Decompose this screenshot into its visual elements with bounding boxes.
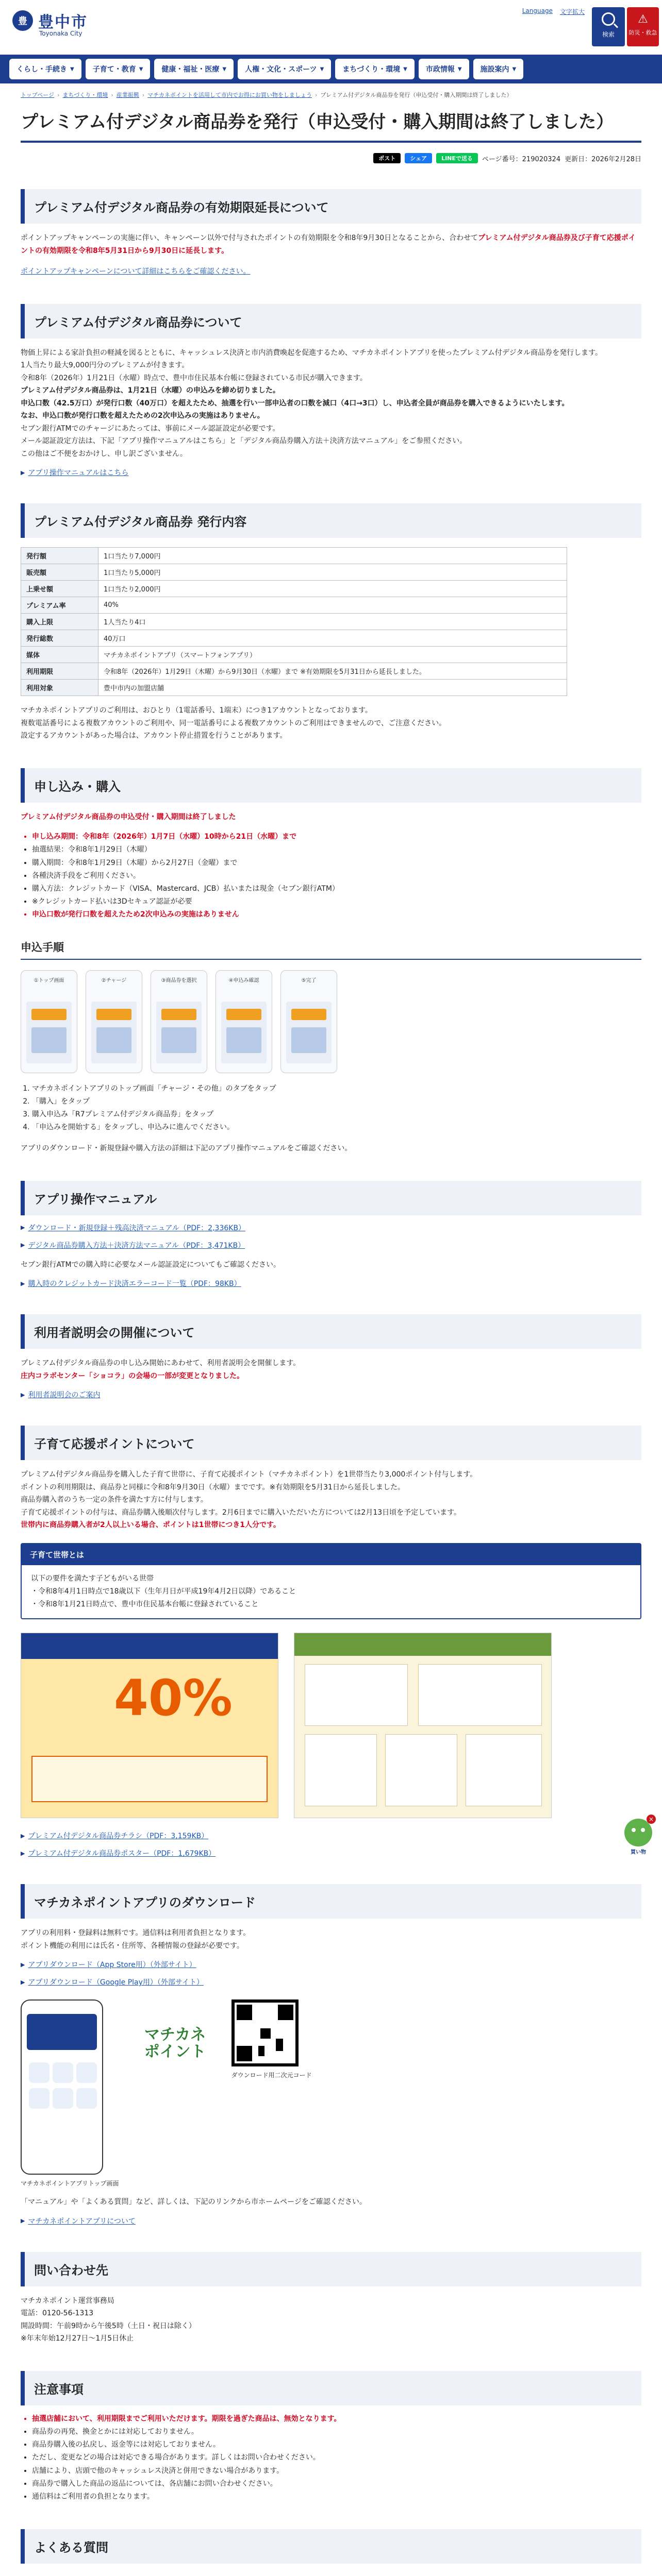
spec-key: 媒体 xyxy=(21,647,98,663)
spec-key: 発行額 xyxy=(21,548,98,564)
paragraph xyxy=(21,704,641,742)
pdf-link[interactable]: プレミアム付デジタル商品券チラシ（PDF：3,159KB） xyxy=(28,1832,209,1841)
step-screenshot xyxy=(216,970,272,1073)
gnav-label: 施設案内 xyxy=(480,65,509,74)
link-row xyxy=(21,1831,641,1841)
updated-date: 更新日：2026年2月28日 xyxy=(565,155,641,163)
disaster-button[interactable] xyxy=(627,7,659,46)
list-item: • ※クレジットカード払いは3Dセキュア認証が必要 xyxy=(32,895,641,908)
spec-row xyxy=(21,680,567,696)
gnav-label: 子育て・教育 xyxy=(92,65,136,74)
list-item: • 各種決済手段をご利用ください。 xyxy=(32,870,641,883)
text: 令和8年4月1日時点で18歳以下（生年月日が平成19年4月2日以降）であること xyxy=(38,1587,296,1596)
page-meta xyxy=(21,153,641,163)
spec-row xyxy=(21,614,567,630)
breadcrumb-separator: › xyxy=(111,92,113,98)
manual-link[interactable]: アプリ操作マニュアルはこちら xyxy=(28,469,129,478)
section-heading: よくある質問 xyxy=(21,2529,641,2564)
spec-row xyxy=(21,564,567,581)
list-item: • ただし、変更などの場合は対応できる場合があります。詳しくはお問い合わせください。 xyxy=(32,2451,641,2464)
step-caption: ②チャージ xyxy=(101,977,127,984)
text: 1人当たり最大9,000円分のプレミアムが付きます。 xyxy=(21,361,189,370)
pdf-link[interactable]: 購入時のクレジットカード決済エラーコード一覧（PDF：98KB） xyxy=(28,1280,241,1289)
flyer-band xyxy=(21,1633,278,1659)
text: 申込口数（42.5万口）が発行口数（40万口）を超えたため、抽選を行い一部申込者の口数を減口（4口→3口）し、申込者全員が商品券を購入できるようにいたします。 xyxy=(21,399,569,408)
poster-block xyxy=(466,1734,542,1806)
close-icon[interactable]: × xyxy=(647,1815,656,1824)
spec-row xyxy=(21,581,567,597)
list-item: • 抽選結果：令和8年1月29日（木曜） xyxy=(32,843,641,856)
paragraph: セブン銀行ATMでの購入時に必要なメール認証設定についてもご確認ください。 xyxy=(21,1260,280,1269)
list-item: • 店舗により、店頭で他のキャッシュレス決済と併用できない場合があります。 xyxy=(32,2465,641,2478)
step-images xyxy=(21,970,641,1073)
spec-value: 1口当たり2,000円 xyxy=(98,581,567,597)
step-screenshot xyxy=(21,970,77,1073)
red-text: 庄内コラボセンター「ショコラ」の会場の一部が変更となりました。 xyxy=(21,1371,244,1380)
step-screenshot xyxy=(280,970,337,1073)
spec-key: 上乗せ額 xyxy=(21,581,98,597)
chevron-down-icon: ▼ xyxy=(403,66,407,72)
list-item: • 申し込み期間：令和8年（2026年）1月7日（水曜）10時から21日（水曜）まで xyxy=(32,831,641,843)
app-screenshot xyxy=(21,1999,103,2175)
step-caption: ①トップ画面 xyxy=(34,977,64,984)
x-share-button[interactable]: ポスト xyxy=(373,153,401,163)
spec-row xyxy=(21,630,567,647)
text: ポイントの利用期限は、商品券と同様に令和8年9月30日（水曜）までです。※有効期限を5月31日から延長しました。 xyxy=(21,1483,405,1492)
chevron-down-icon: ▼ xyxy=(320,66,324,72)
spec-row xyxy=(21,597,567,614)
paragraph xyxy=(21,232,641,257)
red-text: プレミアム付デジタル商品券及び子育て応援ポイントの有効期限を令和8年5月31日から9月30日に延長します。 xyxy=(21,234,636,255)
app-name: ポイント xyxy=(144,2043,206,2061)
poster-band xyxy=(294,1633,551,1656)
text: ※年末年始12月27日～1月5日休止 xyxy=(21,2334,134,2343)
section-heading: 利用者説明会の開催について xyxy=(21,1314,641,1349)
step-item: 3. 購入申込み「R7プレミアム付デジタル商品券」をタップ xyxy=(32,1108,641,1121)
app-tile xyxy=(53,2088,73,2109)
phone-screen xyxy=(221,1002,267,1063)
breadcrumb-separator: › xyxy=(57,92,60,98)
flyer-box xyxy=(31,1756,268,1802)
paragraph xyxy=(21,1468,641,1532)
info-box xyxy=(21,1543,641,1620)
page-title: プレミアム付デジタル商品券を発行（申込受付・購入期間は終了しました） xyxy=(21,110,641,143)
city-name-en: Toyonaka City xyxy=(39,30,82,37)
breadcrumb-separator: › xyxy=(142,92,145,98)
line-share-button[interactable]: LINEで送る xyxy=(436,153,478,163)
section-heading: プレミアム付デジタル商品券について xyxy=(21,304,641,338)
section-heading: 問い合わせ先 xyxy=(21,2252,641,2286)
spec-row xyxy=(21,647,567,663)
header-utility xyxy=(522,7,585,16)
mascot-icon xyxy=(624,1819,652,1846)
paragraph: 「マニュアル」や「よくある質問」など、詳しくは、下記のリンクから市ホームページをご確認ください。 xyxy=(21,2198,367,2207)
text: 複数電話番号による複数アカウントのご利用や、同一電話番号による複数アカウントのご利用はできませんので、ご注意ください。 xyxy=(21,719,446,727)
spec-value: 豊中市内の加盟店舗 xyxy=(98,680,567,696)
text: 以下の要件を満たす子どもがいる世帯 xyxy=(31,1574,154,1583)
mascot-label: 買い物 xyxy=(631,1850,646,1855)
text: プレミアム付デジタル商品券の申し込み開始にあわせて、利用者説明会を開催します。 xyxy=(21,1359,301,1368)
spec-key: 購入上限 xyxy=(21,614,98,630)
external-link-icon: ▶ xyxy=(21,1978,25,1986)
text: 令和8年（2026年）1月21日（水曜）時点で、豊中市住民基本台帳に登録されている市民が購入できます。 xyxy=(21,374,367,382)
phone-screen xyxy=(26,1002,72,1063)
list-item: • 通信料はご利用者の負担となります。 xyxy=(32,2490,641,2503)
poster-block xyxy=(305,1664,408,1726)
gnav-item[interactable] xyxy=(238,59,331,79)
text: 物価上昇による家計負担の軽減を図るとともに、キャッシュレス決済と市内消費喚起を促進するため、マチカネポイントアプリを使ったプレミアム付デジタル商品券を発行します。 xyxy=(21,348,602,357)
arrow-right-icon: ▶ xyxy=(21,1391,25,1398)
link-row xyxy=(21,1278,641,1289)
app-logo xyxy=(131,1999,219,2087)
section-heading: アプリ操作マニュアル xyxy=(21,1181,641,1215)
spec-row xyxy=(21,548,567,564)
link-row xyxy=(21,1959,641,1970)
breadcrumb-current: プレミアム付デジタル商品券を発行（申込受付・購入期間は終了しました） xyxy=(320,92,512,98)
arrow-right-icon: ▶ xyxy=(21,2217,25,2225)
app-tile xyxy=(76,2062,97,2083)
flyer-premium-rate: 40% xyxy=(114,1669,233,1727)
poster-block xyxy=(418,1664,542,1726)
text: 商品券購入者のうち一定の条件を満たす方に付与します。 xyxy=(21,1496,208,1504)
gnav-label: 人権・文化・スポーツ xyxy=(245,65,317,74)
list-item: • 申込口数が発行口数を超えたため2次申込みの実施はありません xyxy=(32,908,641,921)
pdf-icon: ▶ xyxy=(21,1224,25,1231)
spec-value: 令和8年（2026年）1月29日（木曜）から9月30日（水曜）まで ※有効期限を5月31日から延長しました。 xyxy=(98,663,567,680)
pdf-icon: ▶ xyxy=(21,1850,25,1857)
phone-screen xyxy=(286,1002,332,1063)
subsection-heading: 申込手順 xyxy=(21,939,641,960)
step-caption: ④申込み確認 xyxy=(228,977,259,984)
text: この他はご不便をおかけし、申し訳ございません。 xyxy=(21,449,187,458)
spec-key: 利用対象 xyxy=(21,680,98,696)
step-screenshot xyxy=(86,970,142,1073)
search-label: 検索 xyxy=(602,31,615,38)
app-tile xyxy=(76,2088,97,2109)
gnav-item[interactable] xyxy=(154,59,234,79)
list-item: • 商品券で購入した商品の返品については、各店舗にお問い合わせください。 xyxy=(32,2478,641,2490)
section-heading: 子育て応援ポイントについて xyxy=(21,1426,641,1460)
floating-mascot-banner[interactable] xyxy=(622,1816,655,1860)
text: 子育て応援ポイントの付与は、商品券購入後順次付与します。2月6日までに購入いただいた方については2月13日頃を予定しています。 xyxy=(21,1508,461,1517)
app-images xyxy=(21,1999,641,2188)
city-name[interactable]: 豊中市 xyxy=(38,13,88,31)
link-row xyxy=(21,1223,641,1233)
spec-table-body xyxy=(21,548,567,696)
chevron-down-icon: ▼ xyxy=(457,66,462,72)
font-size-link[interactable]: 文字拡大 xyxy=(559,8,585,15)
page-id: ページ番号：219020324 xyxy=(482,155,561,163)
gnav-label: 健康・福祉・医療 xyxy=(161,65,220,74)
spec-value: 40万口 xyxy=(98,630,567,647)
pdf-icon: ▶ xyxy=(21,1280,25,1287)
search-button[interactable] xyxy=(592,7,625,46)
red-text: 世帯内に商品券購入者が2人以上いる場合、ポイントは1世帯につき1人分です。 xyxy=(21,1521,280,1530)
spec-value: 1口当たり7,000円 xyxy=(98,548,567,564)
site-header xyxy=(0,0,662,55)
paragraph: アプリのダウンロード・新規登録や購入方法の詳細は下記のアプリ操作マニュアルをご確認ください。 xyxy=(21,1144,352,1153)
section-heading: プレミアム付デジタル商品券の有効期限延長について xyxy=(21,189,641,224)
spec-table xyxy=(21,547,567,696)
step-item: 4. 「申込みを開始する」をタップし、申込みに進んでください。 xyxy=(32,1121,641,1134)
info-box-title: 子育て世帯とは xyxy=(22,1544,640,1565)
gnav-item[interactable] xyxy=(419,59,469,79)
gnav-label: 市政情報 xyxy=(425,65,455,74)
text: ポイントアップキャンペーンの実施に伴い、キャンペーン以外で付与されたポイントの有効期限を令和8年9月30日となることから、合わせて xyxy=(21,234,478,243)
app-header xyxy=(27,2014,97,2050)
link-row xyxy=(21,1848,641,1858)
poster-block xyxy=(305,1734,377,1806)
chevron-down-icon: ▼ xyxy=(139,66,143,72)
gnav-item[interactable] xyxy=(473,59,524,79)
step-list xyxy=(32,1082,641,1134)
link-row xyxy=(21,1389,641,1400)
app-caption: マチカネポイントアプリトップ画面 xyxy=(21,2180,119,2188)
text: 設定するアカウントがあった場合は、アカウント停止措置を行うことがあります。 xyxy=(21,732,287,740)
app-phone-wrap xyxy=(21,1999,119,2188)
app-info-link[interactable]: マチカネポイントアプリについて xyxy=(28,2217,136,2226)
info-box-body: 以下の要件を満たす子どもがいる世帯 ・令和8年4月1日時点で18歳以下（生年月日が平成19年4月2日以降）であること ・令和8年1月21日時点で、豊中市住民基本台帳に登録されていること xyxy=(31,1574,296,1609)
flyer-images xyxy=(21,1633,641,1818)
paragraph xyxy=(21,1357,641,1382)
link-row xyxy=(21,467,641,478)
list-item: • 商品券購入後の払戻し、返金等には対応しておりません。 xyxy=(32,2438,641,2451)
link-row xyxy=(21,1240,641,1250)
breadcrumb-link[interactable]: マチカネポイントを活用して市内でお得にお買い物をしましょう xyxy=(147,92,312,98)
global-nav xyxy=(0,55,662,83)
text: ポイント機能の利用には氏名・住所等、各種情報の登録が必要です。 xyxy=(21,1941,244,1950)
spec-value: 1口当たり5,000円 xyxy=(98,564,567,581)
text: マチカネポイント運営事務局 xyxy=(21,2296,114,2305)
breadcrumb-link[interactable]: トップページ xyxy=(21,92,55,98)
pdf-link[interactable]: プレミアム付デジタル商品券ポスター（PDF：1,679KB） xyxy=(28,1850,216,1858)
breadcrumb xyxy=(0,83,662,100)
google-play-link[interactable]: アプリダウンロード（Google Play用）（外部サイト） xyxy=(28,1978,204,1987)
text: 令和8年1月21日時点で、豊中市住民基本台帳に登録されていること xyxy=(38,1600,259,1609)
chevron-down-icon: ▼ xyxy=(512,66,517,72)
paragraph xyxy=(21,1927,641,1952)
disaster-label: 防災・救急 xyxy=(628,29,657,36)
app-tile xyxy=(29,2088,49,2109)
facebook-share-button[interactable]: シェア xyxy=(405,153,432,163)
text: なお、申込口数が発行口数を超えたための2次申込みの実施はありません。 xyxy=(21,412,264,420)
step-caption: ⑤完了 xyxy=(301,977,317,984)
poster-image[interactable] xyxy=(294,1633,552,1818)
text: プレミアム付デジタル商品券を購入した子育て世帯に、子育て応援ポイント（マチカネポイント）を1世帯当たり3,000ポイント付与します。 xyxy=(21,1470,477,1479)
list-item: • 購入方法：クレジットカード（VISA、Mastercard、JCB）払いまたは現金（セブン銀行ATM） xyxy=(32,883,641,895)
text: マチカネポイントアプリのご利用は、おひとり（1電話番号、1端末）につき1アカウントとなっております。 xyxy=(21,706,372,715)
qr-caption: ダウンロード用二次元コード xyxy=(231,2072,312,2079)
app-tile xyxy=(53,2062,73,2083)
spec-key: 発行総数 xyxy=(21,630,98,647)
spec-value: 40% xyxy=(98,597,567,614)
poster-block xyxy=(385,1734,457,1806)
step-item: 2. 「購入」をタップ xyxy=(32,1095,641,1108)
breadcrumb-separator: › xyxy=(315,92,318,98)
arrow-right-icon: ▶ xyxy=(21,469,25,476)
spec-key: 利用期限 xyxy=(21,663,98,680)
text: メール認証設定方法は、下記「アプリ操作マニュアルはこちら」と「デジタル商品券購入方法＋決済方法マニュアル」をご参照ください。 xyxy=(21,437,467,446)
gnav-item[interactable] xyxy=(86,59,151,79)
text: 開設時間：午前9時から午後5時（土日・祝日は除く） xyxy=(21,2321,196,2330)
spec-value: マチカネポイントアプリ（スマートフォンアプリ） xyxy=(98,647,567,663)
section-heading: 注意事項 xyxy=(21,2371,641,2405)
gnav-item[interactable] xyxy=(9,59,81,79)
closed-notice: プレミアム付デジタル商品券の申込受付・購入期間は終了しました xyxy=(21,812,236,821)
gnav-label: くらし・手続き xyxy=(16,65,67,74)
app-store-link[interactable]: アプリダウンロード（App Store用）（外部サイト） xyxy=(28,1961,196,1970)
spec-key: プレミアム率 xyxy=(21,597,98,614)
gnav-label: まちづくり・環境 xyxy=(342,65,401,74)
pdf-icon: ▶ xyxy=(21,1832,25,1839)
external-link-icon: ▶ xyxy=(21,1961,25,1968)
phone-screen xyxy=(91,1002,137,1063)
paragraph xyxy=(21,265,641,278)
step-screenshot xyxy=(151,970,207,1073)
link-row xyxy=(21,2216,641,2226)
step-caption: ③商品券を選択 xyxy=(161,977,197,984)
text: プレミアム付デジタル商品券は、1月21日（水曜）の申込みを締め切りました。 xyxy=(21,386,280,395)
breadcrumb-link[interactable]: 産業振興 xyxy=(116,92,139,98)
campaign-link[interactable]: ポイントアップキャンペーンについて詳細はこちらをご確認ください。 xyxy=(21,267,251,276)
spec-row xyxy=(21,663,567,680)
text: セブン銀行ATMでのチャージにあたっては、事前にメール認証設定が必要です。 xyxy=(21,424,280,433)
purchase-list xyxy=(32,831,641,921)
list-item: • 抽選店舗において、利用期限までご利用いただけます。期限を過ぎた商品は、無効となります。 xyxy=(32,2413,641,2426)
search-icon xyxy=(602,12,615,26)
contact-block xyxy=(21,2295,641,2345)
app-tile xyxy=(29,2062,49,2083)
paragraph xyxy=(21,347,641,461)
pdf-icon: ▶ xyxy=(21,1242,25,1249)
language-link[interactable]: Language xyxy=(522,7,553,14)
notes-list xyxy=(32,2413,641,2503)
qr-wrap xyxy=(231,1999,312,2079)
list-item: • 商品券の再発、換金とかには対応しておりません。 xyxy=(32,2426,641,2438)
step-item: 1. マチカネポイントアプリのトップ画面「チャージ・その他」のタブをタップ xyxy=(32,1082,641,1095)
briefing-link[interactable]: 利用者説明会のご案内 xyxy=(28,1391,101,1400)
section-heading: プレミアム付デジタル商品券 発行内容 xyxy=(21,503,641,538)
pdf-link[interactable]: デジタル商品券購入方法＋決済方法マニュアル（PDF：3,471KB） xyxy=(28,1241,245,1250)
list-item: • 購入期間：令和8年1月29日（木曜）から2月27日（金曜）まで xyxy=(32,857,641,870)
chevron-down-icon: ▼ xyxy=(222,66,227,72)
city-logo-icon[interactable]: 豊 xyxy=(12,10,33,31)
phone-number[interactable]: 電話：0120-56-1313 xyxy=(21,2309,94,2318)
flyer-image[interactable] xyxy=(21,1633,278,1818)
link-row xyxy=(21,1977,641,1987)
qr-code-icon xyxy=(231,1999,299,2066)
siren-icon: ⚠ xyxy=(638,13,648,26)
main-content xyxy=(0,189,662,2576)
spec-value: 1人当たり4口 xyxy=(98,614,567,630)
section-heading: マチカネポイントアプリのダウンロード xyxy=(21,1884,641,1919)
pdf-link[interactable]: ダウンロード・新規登録＋残高決済マニュアル（PDF：2,336KB） xyxy=(28,1224,246,1232)
text: アプリの利用料・登録料は無料です。通信料は利用者負担となります。 xyxy=(21,1929,251,1938)
app-name: マチカネ xyxy=(144,2026,206,2044)
chevron-down-icon: ▼ xyxy=(70,66,74,72)
breadcrumb-link[interactable]: まちづくり・環境 xyxy=(62,92,108,98)
phone-screen xyxy=(156,1002,202,1063)
spec-key: 販売額 xyxy=(21,564,98,581)
section-heading: 申し込み・購入 xyxy=(21,768,641,803)
gnav-item[interactable] xyxy=(335,59,415,79)
